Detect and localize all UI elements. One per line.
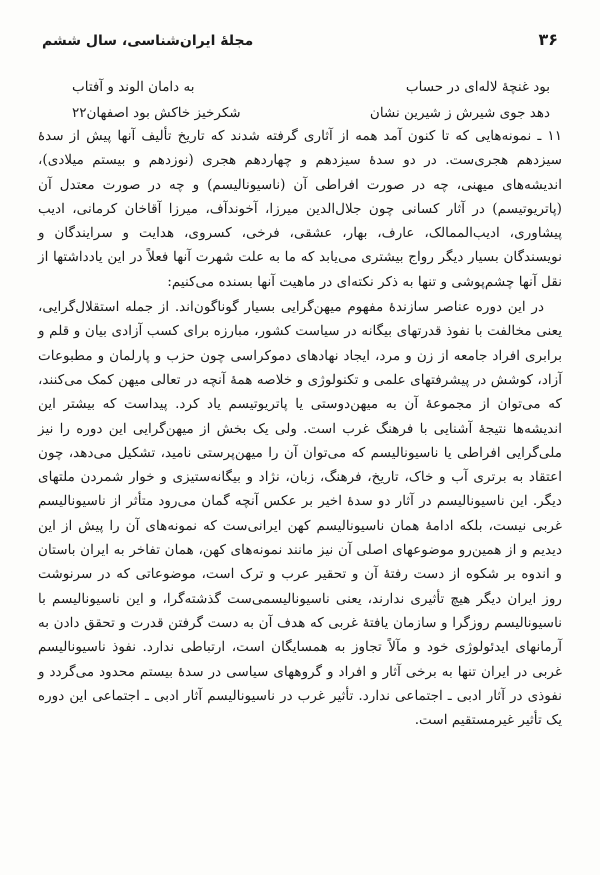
paragraph: در این دوره عناصر سازندهٔ مفهوم میهن‌گرایی بسیار گوناگون‌اند. از جمله استقلال‌گرایی، یعنی مخالفت با نفوذ قدرتهای بیگانه در سیاست کشور، مبارزه برای کسب آزادی بیان و قلم و برابری افراد جامعه از زن و مرد، ایجاد نهادهای دموکراسی چون حزب و پارلمان و مطبوعات آزاد، کوشش در پیشرفتهای علمی و تکنولوژی و خلاصه همهٔ آنچه در تعالی میهن کمک می‌کنند، که می‌توان از مجموعهٔ آن به میهن‌دوستی یا پاتریوتیسم یاد کرد. پیداست که بیشتر این اندیشه‌ها نتیجهٔ آشنایی با فرهنگ غرب است. ولی یک بخش از میهن‌گرایی این دوره را نیز ملی‌گرایی افراطی یا ناسیونالیسم که می‌توان آن را میهن‌پرستی نامید، تشکیل می‌دهد، چون اعتقاد به برتری آب و خاک، تاریخ، فرهنگ، زبان، نژاد و بیگانه‌ستیزی و خوار شمردن ملتهای دیگر. این ناسیونالیسم در آثار دو سدهٔ اخیر بر عکس آنچه گمان می‌رود متأثر از ناسیونالیسم غربی نیست، بلکه ادامهٔ همان ناسیونالیسم کهن ایرانی‌ست که نمونه‌های آن را پیش از این دیدیم و از همین‌رو موضوعهای اصلی آن نیز مانند نمونه‌های کهن، همان تفاخر به ایران باستان و اندوه بر شکوه از دست رفتهٔ آن و تحقیر عرب و ترک است، موضوعاتی که در سرنوشت روز ایران دیگر هیچ تأثیری ندارند، یعنی ناسیونالیسمی‌ست گذشته‌گرا، و این ناسیونالیسم با ناسیونالیسم روزگرا و سازمان یافتهٔ غربی که هدف آن به دست گرفتن قدرت و تحقق دادن به آرمانهای ایدئولوژی خود و مآلاً تجاوز به همسایگان است، ارتباطی ندارد. نفوذ ناسیونالیسم غربی در ایران تنها به برخی آثار و افراد و گروههای سیاسی در سدهٔ بیستم محدود می‌گردد و نفوذی در آثار ادبی ـ اجتماعی ندارد. تأثیر غرب در ناسیونالیسم آثار ادبی ـ اجتماعی این دوره یک تأثیر غیرمستقیم است. [38,299,562,729]
page-header [42,30,558,56]
hemistich-right: بود غنچهٔ لاله‌ای در حساب [405,79,550,95]
hemistich-left: شکرخیز خاکش بود اصفهان۲۲ [72,105,241,121]
poem-verse [72,100,550,126]
poem-verse [72,74,550,100]
body-text [38,124,562,733]
page-number: ۳۶ [538,30,558,49]
hemistich-right: دهد جوی شیرش ز شیرین نشان [369,105,550,121]
running-title: مجلهٔ ایران‌شناسی، سال ششم [42,33,254,49]
paragraph-11: ۱۱ ـ نمونه‌هایی که تا کنون آمد همه از آثاری گرفته شدند که تاریخ تألیف آنها پیش از سدهٔ سیزدهم هجری‌ست. در دو سدهٔ سیزدهم و چهاردهم هجری (نوزدهم و بیستم میلادی)، اندیشه‌های میهنی، چه در صورت افراطی آن (ناسیونالیسم) و چه در صورت معتدل آن (پاتریوتیسم) در آثار کسانی چون جلال‌الدین میرزا، آخوندآف، میرزا آقاخان کرمانی، ادیب پیشاوری، ادیب‌الممالک، عارف، بهار، عشقی، فرخی، کسروی، هدایت و سرایندگان و نویسندگان بسیار دیگر رواج بیشتری می‌یابد که ما به علت شهرت آنها فعلاً در این یادداشتها از نقل آنها چشم‌پوشی و تنها به ذکر نکته‌ای در ماهیت آنها بسنده می‌کنیم: [38,128,562,290]
poem-block [72,74,550,126]
hemistich-left: به دامان الوند و آفتاب [72,79,195,95]
